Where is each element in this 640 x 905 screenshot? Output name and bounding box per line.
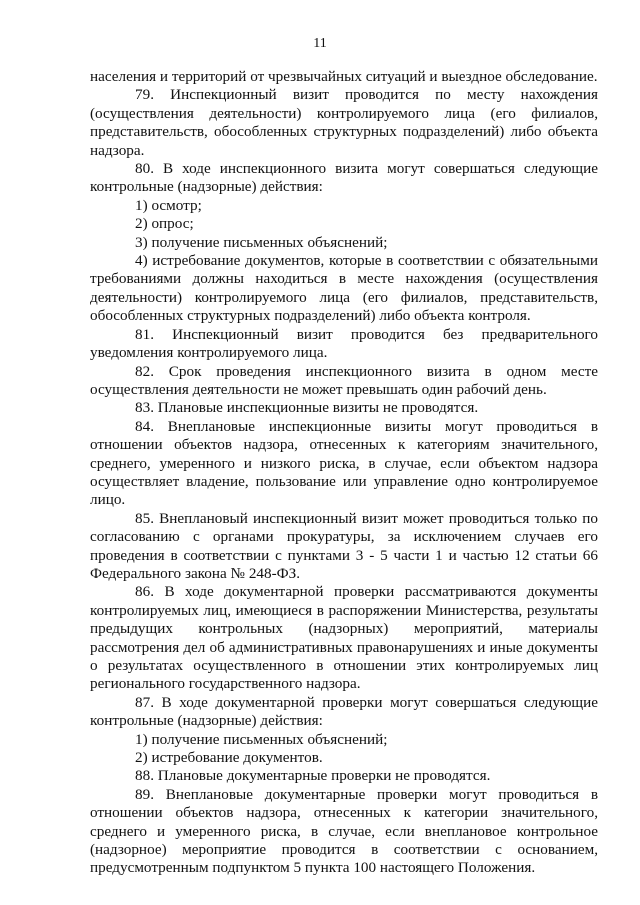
- paragraph-89: 89. Внеплановые документарные проверки могут проводиться в отношении объектов надзора, отнесенных к категории значительного, среднего и умеренного риска, в случае, если внеплановое контрольное (надзорное) мероприятие проводится в соответствии с основанием, предусмотренным подпунктом 5 пункта 100 настоящего Положения.: [90, 785, 598, 877]
- list-item-80-4: 4) истребование документов, которые в соответствии с обязательными требованиями должны находиться в месте нахождения (осуществления деятельности) контролируемого лица (его филиалов, представительств, обособленных структурных подразделений) либо объекта контроля.: [90, 252, 598, 325]
- paragraph-85: 85. Внеплановый инспекционный визит может проводиться только по согласованию с органами прокуратуры, за исключением случаев его проведения в соответствии с пунктами 3 - 5 части 1 и частью 12 статьи 66 Федерального закона № 248-ФЗ.: [90, 509, 598, 582]
- paragraph-87: 87. В ходе документарной проверки могут совершаться следующие контрольные (надзорные) действия:: [90, 693, 598, 730]
- paragraph-81: 81. Инспекционный визит проводится без предварительного уведомления контролируемого лица.: [90, 325, 598, 362]
- paragraph-86: 86. В ходе документарной проверки рассматриваются документы контролируемых лиц, имеющиеся в распоряжении Министерства, результаты предыдущих контрольных (надзорных) мероприятий, материалы рассмотрения дел об административных правонарушениях и иные документы о результатах осуществленного в отношении этих контролируемых лиц регионального государственного надзора.: [90, 583, 598, 693]
- list-item-80-2: 2) опрос;: [135, 215, 194, 233]
- paragraph-83: 83. Плановые инспекционные визиты не проводятся.: [135, 399, 479, 417]
- paragraph-82: 82. Срок проведения инспекционного визита в одном месте осуществления деятельности не может превышать один рабочий день.: [90, 362, 598, 398]
- paragraph-84: 84. Внеплановые инспекционные визиты могут проводиться в отношении объектов надзора, отнесенных к категориям значительного, среднего, умеренного и низкого риска, в случае, если объектом надзора осуществляет владение, пользование или управление одно контролируемое лицо.: [90, 417, 598, 509]
- list-item-87-1: 1) получение письменных объяснений;: [135, 730, 388, 748]
- paragraph-79: 79. Инспекционный визит проводится по месту нахождения (осуществления деятельности) контролируемого лица (его филиалов, представительств, обособленных структурных подразделений) либо объекта надзора.: [90, 86, 598, 159]
- list-item-80-1: 1) осмотр;: [135, 196, 202, 214]
- list-item-87-2: 2) истребование документов.: [135, 749, 323, 767]
- paragraph-80: 80. В ходе инспекционного визита могут совершаться следующие контрольные (надзорные) действия:: [90, 160, 598, 196]
- paragraph-continuation: населения и территорий от чрезвычайных ситуаций и выездное обследование.: [90, 68, 598, 85]
- list-item-80-3: 3) получение письменных объяснений;: [135, 233, 388, 251]
- paragraph-88: 88. Плановые документарные проверки не проводятся.: [135, 767, 491, 785]
- page-number: 11: [313, 36, 327, 51]
- document-body: [90, 68, 598, 878]
